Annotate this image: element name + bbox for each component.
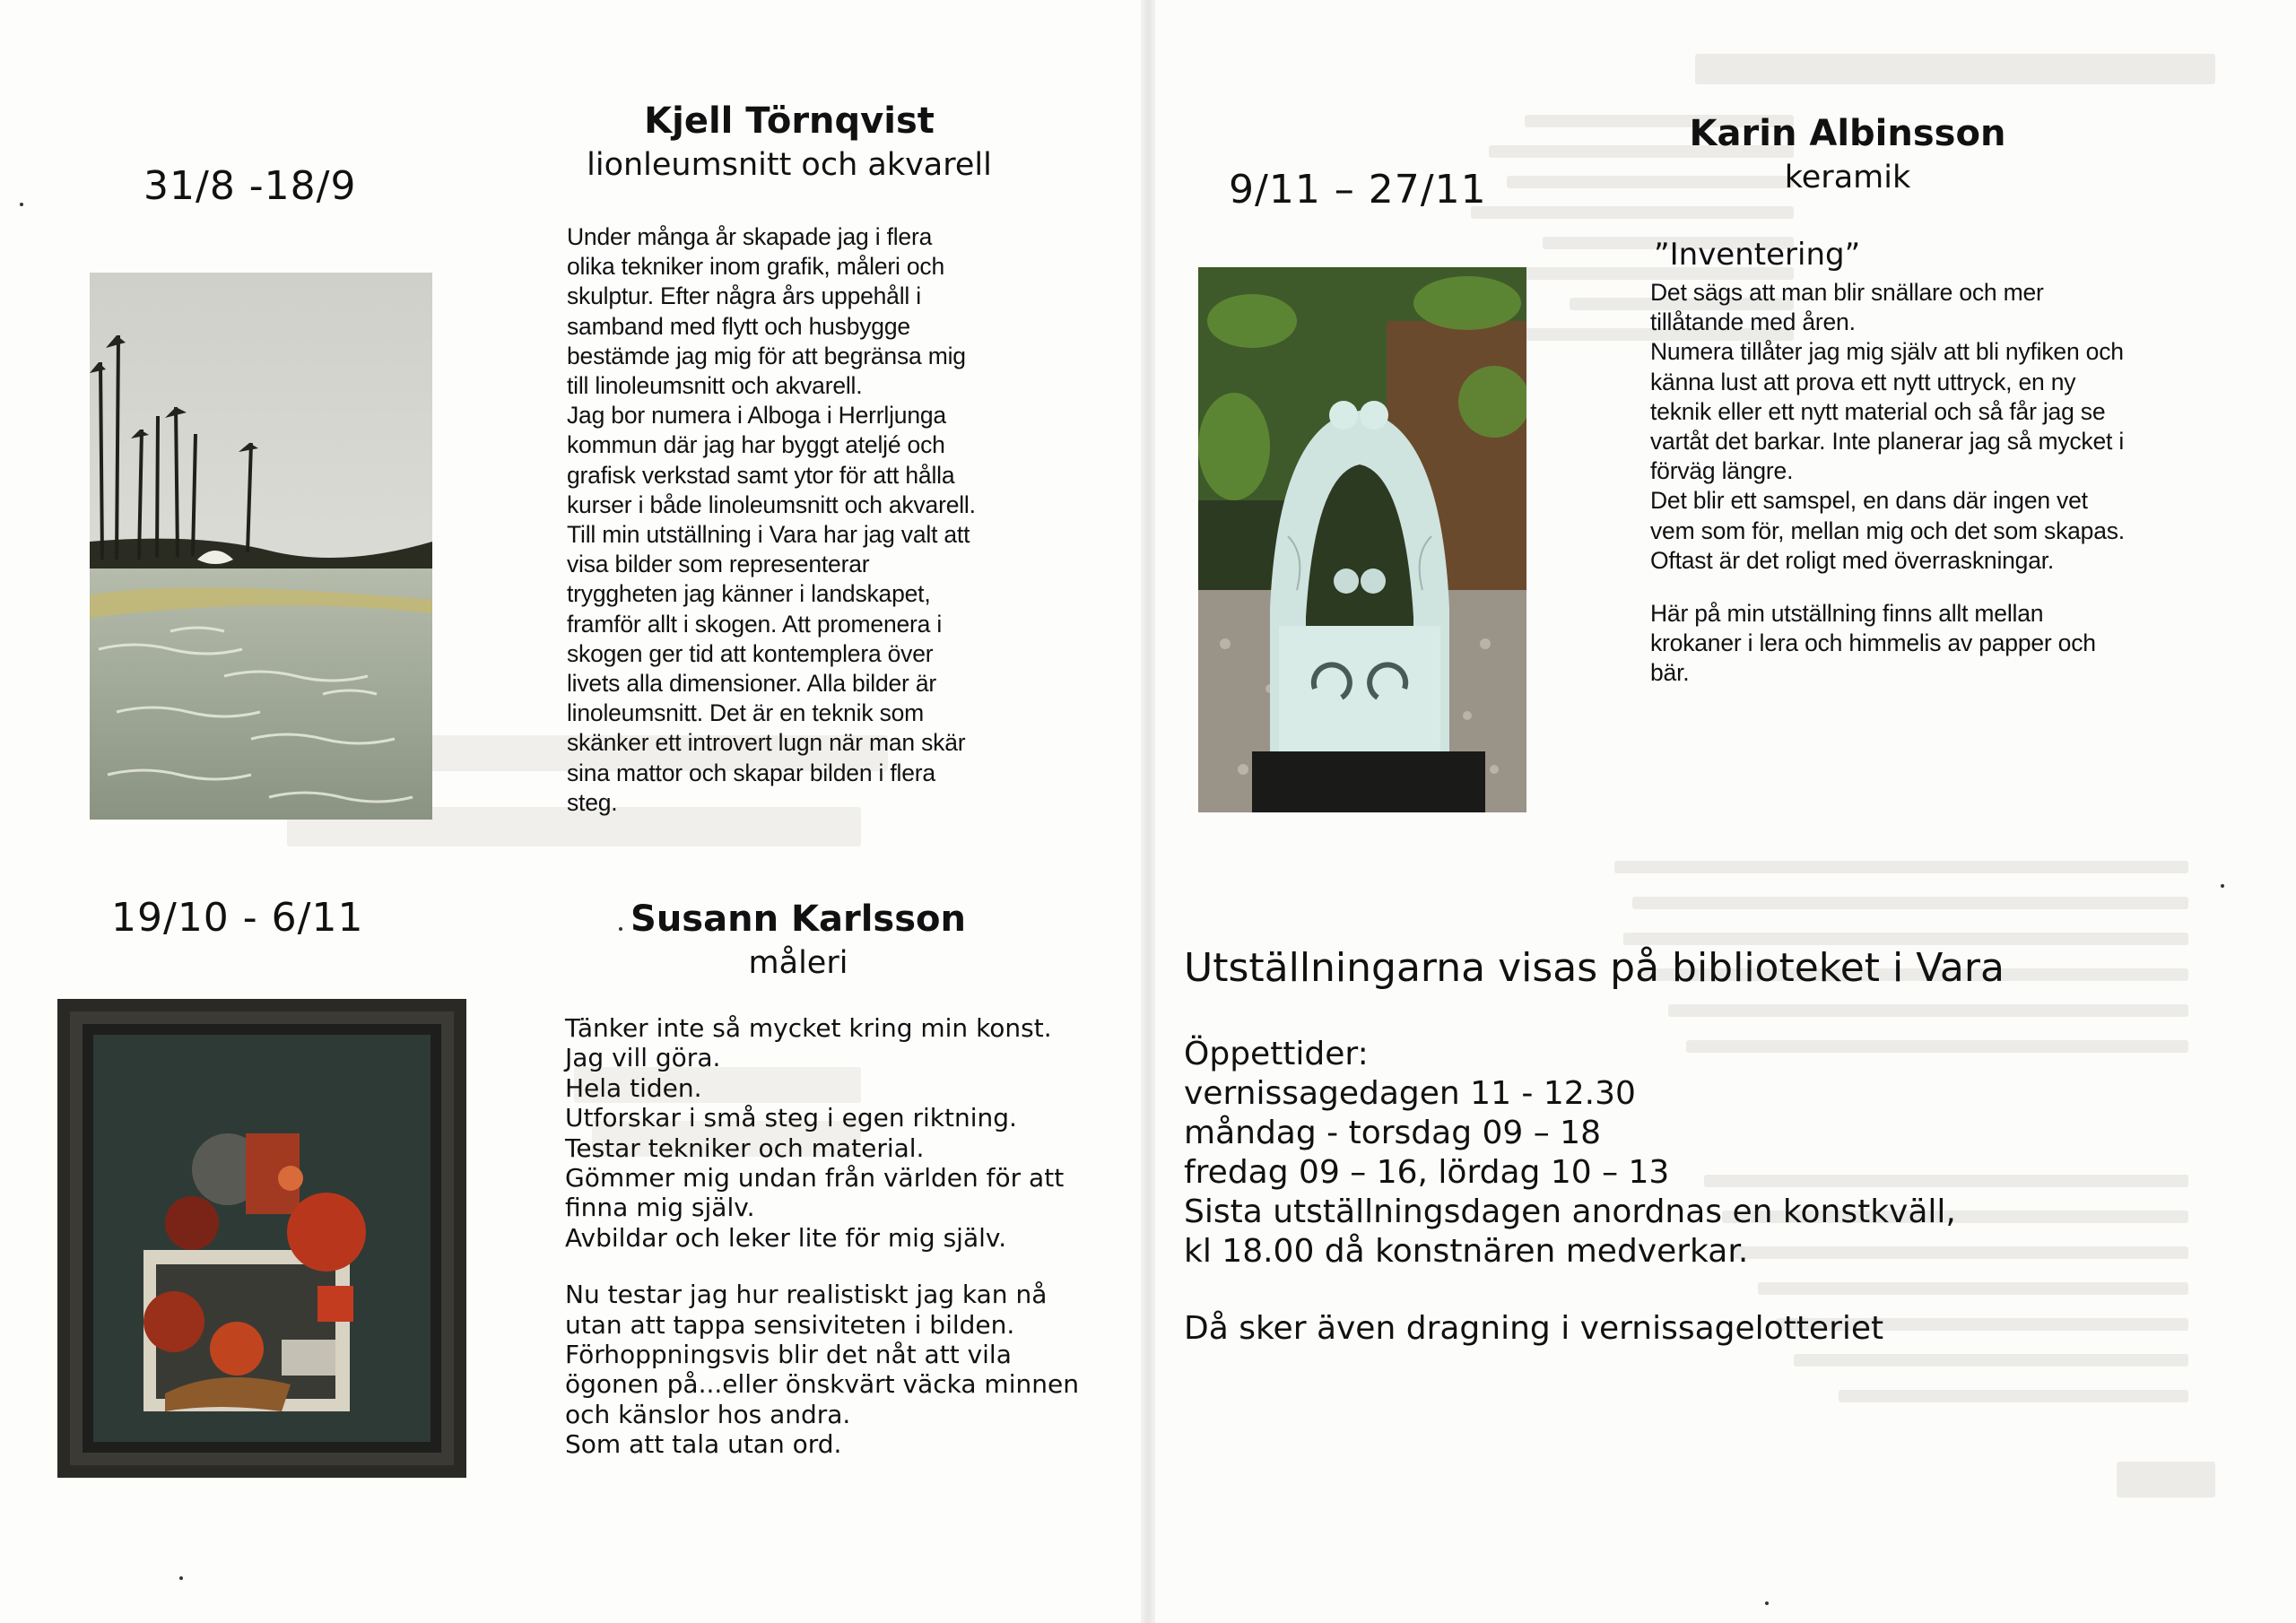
- bio-line: kurser i både linoleumsnitt och akvarell.: [567, 490, 976, 518]
- info-heading: Utställningarna visas på biblioteket i Vara: [1184, 945, 2005, 991]
- bio-line: Jag vill göra.: [565, 1043, 721, 1073]
- bio-line: livets alla dimensioner. Alla bilder är: [567, 670, 936, 698]
- bio-line: Nu testar jag hur realistiskt jag kan nå: [565, 1280, 1048, 1310]
- exhibition-1-artist: Kjell Törnqvist: [644, 100, 935, 142]
- bio-line: krokaner i lera och himmelis av papper och: [1650, 629, 2096, 657]
- exhibition-3-dates: 9/11 – 27/11: [1229, 167, 1487, 213]
- scan-speck: [619, 927, 622, 931]
- bio-line: Det blir ett samspel, en dans där ingen vet: [1650, 487, 2088, 515]
- bio-line: Gömmer mig undan från världen för att: [565, 1163, 1065, 1193]
- lottery-note: Då sker även dragning i vernissagelotteriet: [1184, 1310, 1884, 1347]
- bio-line: sina mattor och skapar bilden i flera: [567, 759, 935, 786]
- bio-line: grafisk verkstad samt ytor för att hålla: [567, 461, 955, 489]
- bio-line: Numera tillåter jag mig själv att bli nyfiken och: [1650, 338, 2124, 366]
- exhibition-2-medium: måleri: [748, 945, 848, 981]
- info-line: vernissagedagen 11 - 12.30: [1184, 1075, 1636, 1112]
- bio-line: Det sägs att man blir snällare och mer: [1650, 279, 2044, 306]
- exhibition-2-dates: 19/10 - 6/11: [111, 895, 364, 941]
- bio-line: Som att tala utan ord.: [565, 1429, 842, 1460]
- exhibition-3-quote-title: ”Inventering”: [1654, 237, 1861, 273]
- bio-line: Hela tiden.: [565, 1072, 702, 1103]
- scan-speck: [2221, 884, 2224, 888]
- bio-line: finna mig själv.: [565, 1193, 755, 1223]
- bio-line: Utforskar i små steg i egen riktning.: [565, 1103, 1017, 1133]
- bio-line: kommun där jag har byggt ateljé och: [567, 431, 945, 459]
- exhibition-3-bio: [1650, 278, 2188, 689]
- bio-line: Oftast är det roligt med överraskningar.: [1650, 546, 2055, 574]
- scan-speck: [20, 203, 23, 206]
- exhibition-1-bio: [567, 222, 1069, 818]
- bio-line: ögonen på...eller önskvärt väcka minnen: [565, 1369, 1079, 1400]
- bio-line: skulptur. Efter några års uppehåll i: [567, 282, 921, 310]
- bio-line: bestämde jag mig för att begränsa mig: [567, 342, 966, 369]
- bio-line: tillåtande med åren.: [1650, 308, 1856, 336]
- opening-hours-block: [1184, 1035, 2170, 1271]
- opening-hours-label: Öppettider:: [1184, 1036, 1369, 1072]
- scan-speck: [179, 1576, 183, 1580]
- bio-line: Förhoppningsvis blir det nåt att vila: [565, 1340, 1012, 1370]
- bio-line: linoleumsnitt. Det är en teknik som: [567, 699, 925, 727]
- bio-line: bär.: [1650, 659, 1690, 687]
- bio-line: olika tekniker inom grafik, måleri och: [567, 253, 944, 281]
- exhibition-3-medium: keramik: [1784, 160, 1911, 195]
- bio-line: Här på min utställning finns allt mellan: [1650, 600, 2044, 628]
- bio-line: till linoleumsnitt och akvarell.: [567, 372, 863, 400]
- paragraph-gap: [565, 1253, 1121, 1280]
- info-line: måndag - torsdag 09 – 18: [1184, 1115, 1601, 1151]
- bio-line: vartåt det barkar. Inte planerar jag så mycket i: [1650, 428, 2125, 456]
- bio-line: känna lust att prova ett nytt uttryck, en ny: [1650, 368, 2076, 395]
- info-line: fredag 09 – 16, lördag 10 – 13: [1184, 1154, 1670, 1191]
- info-line: Sista utställningsdagen anordnas en konstkväll,: [1184, 1193, 1956, 1230]
- scan-speck: [1765, 1601, 1769, 1605]
- bio-line: steg.: [567, 788, 618, 816]
- bio-line: Tänker inte så mycket kring min konst.: [565, 1013, 1052, 1043]
- bio-line: tryggheten jag känner i landskapet,: [567, 580, 931, 608]
- bio-line: skogen ger tid att kontemplera över: [567, 639, 934, 667]
- bio-line: Avbildar och leker lite för mig själv.: [565, 1222, 1007, 1253]
- bio-line: vem som för, mellan mig och det som skapas.: [1650, 516, 2125, 544]
- exhibition-3-artist: Karin Albinsson: [1689, 113, 2006, 154]
- bio-line: samband med flytt och husbygge: [567, 312, 910, 340]
- bio-line: och känslor hos andra.: [565, 1399, 851, 1429]
- exhibition-1-medium: lionleumsnitt och akvarell: [587, 147, 992, 183]
- page-fold: [1141, 0, 1155, 1623]
- bio-line: teknik eller ett nytt material och så får jag se: [1650, 397, 2106, 425]
- linocut-landscape-image: [90, 273, 432, 820]
- exhibition-2-artist: Susann Karlsson: [631, 898, 966, 940]
- ceramic-sculpture-photo: [1198, 267, 1526, 812]
- exhibition-1-dates: 31/8 -18/9: [144, 163, 357, 209]
- paragraph-gap: [1650, 576, 2188, 599]
- bio-line: Jag bor numera i Alboga i Herrljunga: [567, 402, 946, 430]
- bio-line: Testar tekniker och material.: [565, 1133, 925, 1163]
- framed-still-life-painting: [57, 999, 466, 1478]
- info-line: kl 18.00 då konstnären medverkar.: [1184, 1233, 1749, 1270]
- bio-line: framför allt i skogen. Att promenera i: [567, 610, 943, 638]
- bio-line: skänker ett introvert lugn när man skär: [567, 729, 966, 757]
- bio-line: Till min utställning i Vara har jag valt att: [567, 521, 970, 549]
- bio-line: Under många år skapade jag i flera: [567, 223, 933, 250]
- bio-line: utan att tappa sensiviteten i bilden.: [565, 1309, 1015, 1340]
- bio-line: visa bilder som representerar: [567, 551, 870, 578]
- exhibition-2-bio: [565, 1013, 1121, 1460]
- bio-line: förväg längre.: [1650, 457, 1794, 485]
